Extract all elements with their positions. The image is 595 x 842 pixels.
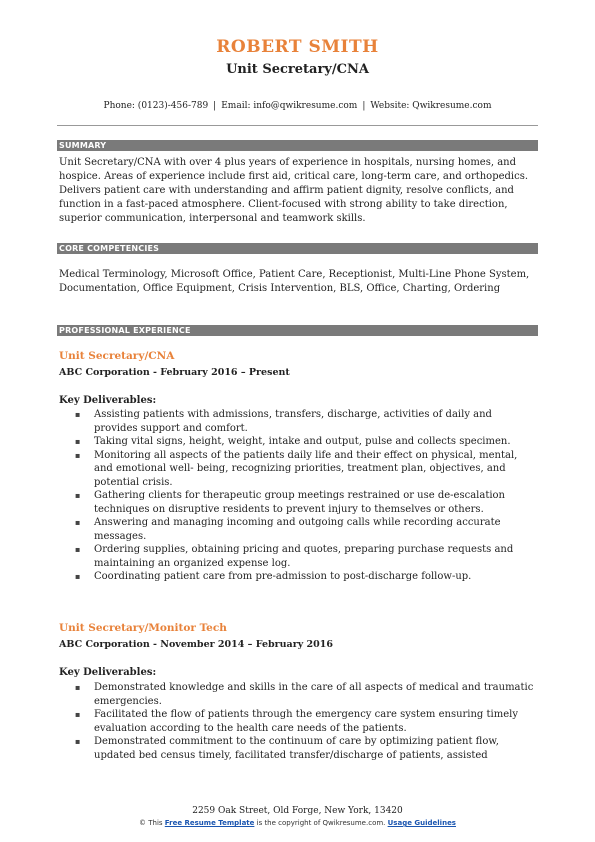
list-item: ▪ Demonstrated knowledge and skills in the care of all aspects of medical and traumatic emergencies. [75,681,537,708]
copyright-prefix: © This [139,819,163,827]
free-resume-template-link[interactable]: Free Resume Template [164,819,255,827]
list-item: ▪ Assisting patients with admissions, transfers, discharge, activities of daily and provides support and comfort. [75,408,537,435]
summary-text: Unit Secretary/CNA with over 4 plus years of experience in hospitals, nursing homes, and hospice. Areas of experience include first aid, critical care, long-term care, and orthopedics. Delivers patient care with understanding and affirm patient dignity, resolve conflicts, and function in a fast-paced atmosphere. Client-focused with strong ability to take direction, superior communication, interpersonal and teamwork skills. [59,157,529,224]
copyright-middle: is the copyright of Qwikresume.com. [256,819,386,827]
section-heading-experience: PROFESSIONAL EXPERIENCE [57,325,538,336]
contact-separator: | [362,101,366,111]
contact-line [0,101,595,111]
candidate-name: ROBERT SMITH [216,37,379,57]
contact-separator: | [213,101,217,111]
deliverables-list [75,681,537,762]
job-title: Unit Secretary/CNA [59,350,175,362]
contact-phone: Phone: (0123)-456-789 [103,101,209,111]
key-deliverables-label: Key Deliverables: [59,395,157,406]
competencies-text: Medical Terminology, Microsoft Office, Patient Care, Receptionist, Multi-Line Phone System, Documentation, Office Equipment, Crisis Intervention, BLS, Office, Charting, Ordering [59,269,530,294]
job-title: Unit Secretary/Monitor Tech [59,622,227,634]
job-company-dates: ABC Corporation - February 2016 – Present [59,367,290,378]
key-deliverables-label: Key Deliverables: [59,667,157,678]
list-item: ▪ Monitoring all aspects of the patients daily life and their effect on physical, mental, and emotional well- being, recognizing priorities, treatment plan, objectives, and potential crisis. [75,449,537,490]
list-item: ▪ Taking vital signs, height, weight, intake and output, pulse and collects specimen. [75,435,537,449]
footer-copyright [0,819,595,827]
list-item: ▪ Gathering clients for therapeutic group meetings restrained or use de-escalation techniques on disruptive residents to prevent injury to themselves or others. [75,489,537,516]
header-divider [57,125,538,126]
candidate-role: Unit Secretary/CNA [226,62,369,77]
contact-email[interactable]: Email: info@qwikresume.com [221,101,358,111]
list-item: ▪ Answering and managing incoming and outgoing calls while recording accurate messages. [75,516,537,543]
usage-guidelines-link[interactable]: Usage Guidelines [387,819,456,827]
list-item: ▪ Coordinating patient care from pre-admission to post-discharge follow-up. [75,570,537,584]
list-item: ▪ Demonstrated commitment to the continuum of care by optimizing patient flow, updated bed census timely, facilitated transfer/discharge of patients, assisted [75,735,537,762]
footer-address: 2259 Oak Street, Old Forge, New York, 13420 [192,806,403,816]
section-heading-summary: SUMMARY [57,140,538,151]
job-company-dates: ABC Corporation - November 2014 – February 2016 [59,639,333,650]
list-item: ▪ Ordering supplies, obtaining pricing and quotes, preparing purchase requests and maintaining an organized expense log. [75,543,537,570]
contact-website[interactable]: Website: Qwikresume.com [370,101,492,111]
list-item: ▪ Facilitated the flow of patients through the emergency care system ensuring timely evaluation according to the health care needs of the patients. [75,708,537,735]
deliverables-list [75,408,537,584]
section-heading-competencies: CORE COMPETENCIES [57,243,538,254]
